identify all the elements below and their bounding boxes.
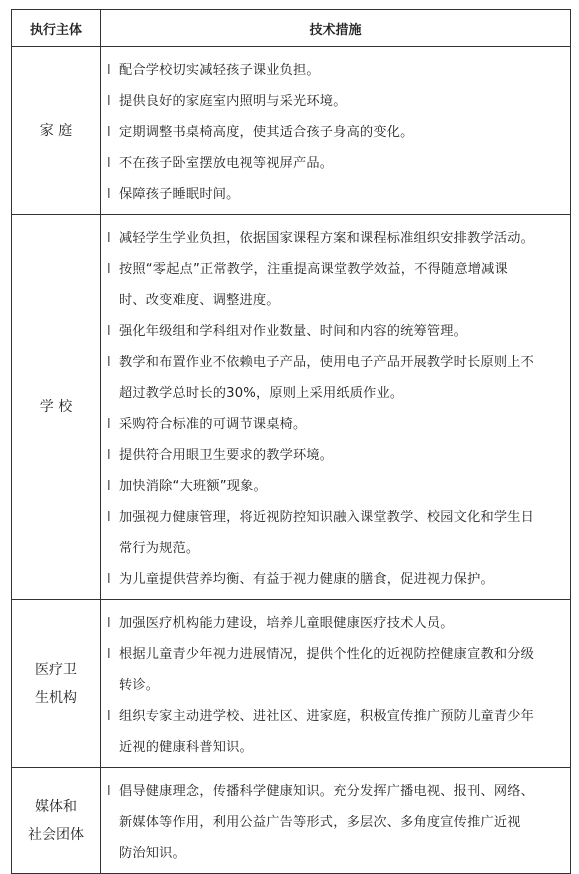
bullet-marker: l <box>107 647 111 662</box>
measure-item <box>107 223 562 254</box>
table-row <box>12 600 571 768</box>
table-row <box>12 215 571 600</box>
entity-cell <box>12 47 101 215</box>
header-measures: 技术措施 <box>101 10 571 47</box>
measure-text <box>119 639 562 701</box>
measures-cell <box>101 768 571 874</box>
entity-label: 家 庭 <box>39 122 73 139</box>
table-row <box>12 47 571 215</box>
measure-item <box>107 564 562 595</box>
measure-item <box>107 86 562 117</box>
measures-table-wrapper <box>11 9 571 874</box>
measure-item <box>107 776 562 869</box>
measure-text-line: 不在孩子卧室摆放电视等视屏产品。 <box>119 156 334 171</box>
entity-cell <box>12 600 101 768</box>
measure-text-line: 提供符合用眼卫生要求的教学环境。 <box>119 448 334 463</box>
measure-item <box>107 117 562 148</box>
measure-item <box>107 639 562 701</box>
entity-label-line: 社会团体 <box>28 826 84 843</box>
bullet-marker: l <box>107 94 111 109</box>
measure-text-line: 时、改变难度、调整进度。 <box>119 293 280 308</box>
measure-text-line: 采购符合标准的可调节课桌椅。 <box>119 417 307 432</box>
measure-item <box>107 502 562 564</box>
measure-item <box>107 55 562 86</box>
measure-text-line: 常行为规范。 <box>119 541 200 556</box>
measure-text <box>119 502 562 564</box>
measure-item <box>107 409 562 440</box>
bullet-marker: l <box>107 479 111 494</box>
measure-text <box>119 86 562 117</box>
bullet-marker: l <box>107 784 111 799</box>
bullet-marker: l <box>107 510 111 525</box>
bullet-marker: l <box>107 709 111 724</box>
measure-item <box>107 440 562 471</box>
measures-table <box>11 9 571 874</box>
entity-label: 学 校 <box>39 399 73 415</box>
table-body <box>12 47 571 874</box>
measure-text-line: 定期调整书桌椅高度，使其适合孩子身高的变化。 <box>119 125 414 140</box>
measure-text-line: 组织专家主动进学校、进社区、进家庭，积极宣传推广预防儿童青少年 <box>119 709 535 724</box>
measure-item <box>107 701 562 763</box>
bullet-marker: l <box>107 187 111 202</box>
bullet-marker: l <box>107 572 111 587</box>
entity-label-line: 医疗卫 <box>35 661 77 678</box>
measure-item <box>107 316 562 347</box>
measure-text-line: 为儿童提供营养均衡、有益于视力健康的膳食，促进视力保护。 <box>119 572 494 587</box>
bullet-marker: l <box>107 262 111 277</box>
measure-text-line: 加强医疗机构能力建设，培养儿童眼健康医疗技术人员。 <box>119 616 454 631</box>
measures-cell <box>101 47 571 215</box>
bullet-marker: l <box>107 125 111 140</box>
measure-text <box>119 409 562 440</box>
bullet-marker: l <box>107 417 111 432</box>
measure-text <box>119 776 562 869</box>
entity-label-line: 生机构 <box>35 689 77 706</box>
measure-text <box>119 254 562 316</box>
measure-item <box>107 254 562 316</box>
measure-text-line: 教学和布置作业不依赖电子产品，使用电子产品开展教学时长原则上不 <box>119 355 535 370</box>
measure-text <box>119 117 562 148</box>
table-header-row <box>12 10 571 47</box>
measure-item <box>107 347 562 409</box>
measure-text <box>119 316 562 347</box>
entity-label-line: 媒体和 <box>35 798 77 815</box>
bullet-marker: l <box>107 231 111 246</box>
measure-text-line: 倡导健康理念，传播科学健康知识。充分发挥广播电视、报刊、网络、 <box>119 784 535 799</box>
measure-text-line: 强化年级组和学科组对作业数量、时间和内容的统筹管理。 <box>119 324 468 339</box>
measure-text <box>119 440 562 471</box>
measure-text-line: 按照“零起点”正常教学，注重提高课堂教学效益，不得随意增减课 <box>119 262 508 277</box>
measure-text-line: 近视的健康科普知识。 <box>119 740 253 755</box>
entity-cell <box>12 215 101 600</box>
header-entity: 执行主体 <box>12 10 101 47</box>
measure-text <box>119 347 562 409</box>
bullet-marker: l <box>107 156 111 171</box>
measure-item <box>107 148 562 179</box>
measure-text-line: 减轻学生学业负担，依据国家课程方案和课程标准组织安排教学活动。 <box>119 231 535 246</box>
measure-text <box>119 471 562 502</box>
measure-text <box>119 148 562 179</box>
measure-text <box>119 701 562 763</box>
measure-text-line: 防治知识。 <box>119 846 186 861</box>
measure-text-line: 加强视力健康管理，将近视防控知识融入课堂教学、校园文化和学生日 <box>119 510 535 525</box>
bullet-marker: l <box>107 448 111 463</box>
measure-text-line: 保障孩子睡眠时间。 <box>119 187 240 202</box>
measure-text <box>119 564 562 595</box>
measure-item <box>107 471 562 502</box>
measures-cell <box>101 215 571 600</box>
bullet-marker: l <box>107 355 111 370</box>
table-row <box>12 768 571 874</box>
measure-text-line: 转诊。 <box>119 678 160 693</box>
measure-text-line: 根据儿童青少年视力进展情况，提供个性化的近视防控健康宣教和分级 <box>119 647 535 662</box>
measure-text <box>119 55 562 86</box>
measure-text-line: 新媒体等作用，利用公益广告等形式，多层次、多角度宣传推广近视 <box>119 815 521 830</box>
measure-item <box>107 608 562 639</box>
bullet-marker: l <box>107 63 111 78</box>
entity-cell <box>12 768 101 874</box>
measure-text <box>119 223 562 254</box>
measure-item <box>107 179 562 210</box>
measures-cell <box>101 600 571 768</box>
measure-text-line: 提供良好的家庭室内照明与采光环境。 <box>119 94 347 109</box>
measure-text <box>119 179 562 210</box>
bullet-marker: l <box>107 616 111 631</box>
bullet-marker: l <box>107 324 111 339</box>
measure-text <box>119 608 562 639</box>
measure-text-line: 配合学校切实减轻孩子课业负担。 <box>119 63 320 78</box>
measure-text-line: 加快消除“大班额”现象。 <box>119 479 267 494</box>
measure-text-line: 超过教学总时长的30%，原则上采用纸质作业。 <box>119 386 404 401</box>
